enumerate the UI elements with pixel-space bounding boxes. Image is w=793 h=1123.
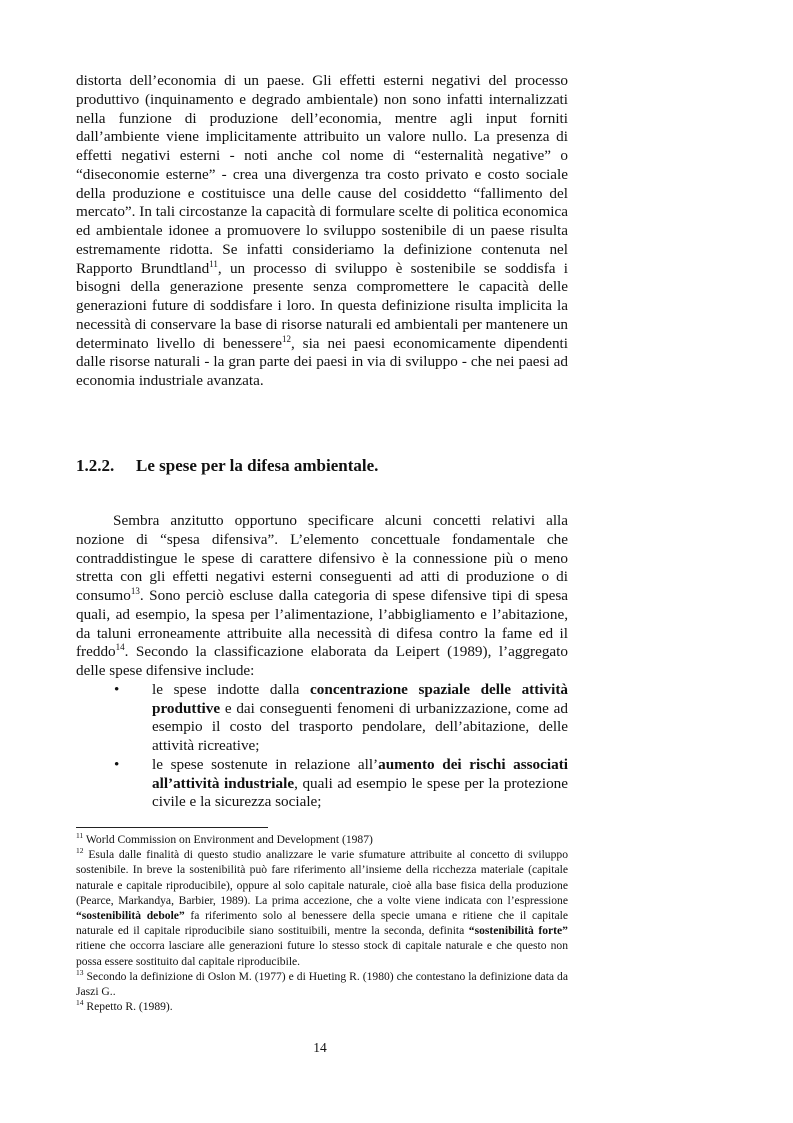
footnote-ref-14[interactable]: 14 — [115, 642, 125, 653]
text-run: . Secondo la classificazione elaborata da Leipert (1989), l’aggregato delle spese difensive include: — [76, 643, 568, 679]
section-body — [76, 512, 568, 812]
list-item — [76, 756, 568, 812]
bullet-list — [76, 681, 568, 812]
text-run: , sia nei paesi economicamente dipendenti dalle risorse naturali - la gran parte dei paesi in via di sviluppo - che nei paesi ad economia industriale avanzata. — [76, 334, 568, 389]
footnote-number: 11 — [76, 831, 84, 840]
paragraph-defensive-spending — [76, 512, 568, 681]
list-item — [76, 681, 568, 756]
text-run: , quali ad esempio le spese per la protezione civile e la sicurezza sociale; — [152, 774, 568, 811]
footnotes — [76, 832, 568, 1014]
footnote-text: ritiene che occorra lasciare alle generazioni future lo stesso stock di capitale naturale e che questo non possa essere sostituito dal capitale riproducibile. — [76, 939, 568, 968]
bullet-icon: • — [114, 755, 120, 773]
section-heading — [76, 456, 378, 476]
body-text-block — [76, 72, 568, 391]
footnote-text: Secondo la definizione di Oslon M. (1977) e di Hueting R. (1980) che contestano la definizione data da Jaszi G.. — [76, 969, 568, 999]
bold-run: concentrazione spaziale delle attività produttive — [152, 680, 568, 717]
paragraph-intro — [76, 72, 568, 391]
text-run: le spese indotte dalla — [152, 680, 311, 698]
footnote-ref-13[interactable]: 13 — [130, 586, 140, 596]
footnote-ref-12[interactable]: 12 — [281, 333, 291, 344]
text-run: , un processo di sviluppo è sostenibile se soddisfa i bisogni della generazione presente senza compromettere le capacità delle generazioni future di soddisfare i loro. In questa definizione risulta implicita la necessità di conservare la base di risorse naturali ed ambientali per mantenere un determinato livello di benessere — [76, 259, 569, 352]
text-run: le spese sostenute in relazione all’ — [152, 755, 379, 773]
footnote-separator — [76, 827, 268, 828]
bold-run: “sostenibilità forte” — [468, 924, 568, 938]
footnote-13 — [76, 969, 568, 999]
footnote-text: World Commission on Environment and Development (1987) — [83, 833, 373, 846]
text-run: Sembra anzitutto opportuno specificare alcuni concetti relativi alla nozione di “spesa difensiva”. L’elemento concettuale fondamentale che contraddistingue le spese di carattere difensivo è la connessione più o meno stretta con gli effetti negativi esterni conseguenti ad atti di produzione o di consumo — [76, 512, 568, 604]
footnote-ref-11[interactable]: 11 — [209, 258, 218, 269]
text-run: e dai conseguenti fenomeni di urbanizzazione, come ad esempio il costo del trasporto pendolare, dell’abitazione, delle attività ricreative; — [152, 699, 568, 754]
bullet-icon: • — [114, 680, 120, 698]
footnote-number: 12 — [76, 846, 84, 856]
footnote-text: Esula dalle finalità di questo studio analizzare le varie sfumature attribuite al concetto di sviluppo sostenibile. In breve la sostenibilità può fare riferimento all’insieme della ricchezza materiale (capitale naturale e capitale riproducibile), oppure al solo capitale naturale, cioè alla base fisica della produzione (Pearce, Markandya, Barbier, 1989). La prima accezione, che a volte viene indicata con l’espressione — [76, 848, 568, 907]
text-run: distorta dell’economia di un paese. Gli effetti esterni negativi del processo produttivo (inquinamento e degrado ambientale) non sono infatti internalizzati nella funzione di produzione dell’economia, mentre agli input forniti dall’ambiente viene implicitamente attribuito un valore nullo. La presenza di effetti negativi esterni - noti anche col nome di “esternalità negative” o “diseconomie esterne” - crea una divergenza tra costo privato e costo sociale della produzione e costituisce una delle cause del cosiddetto “fallimento del mercato”. In tali circostanze la capacità di formulare scelte di politica economica ed ambientale idonee a promuovere lo sviluppo sostenibile di un paese risulta estremamente ridotta. Se infatti consideriamo la definizione contenuta nel Rapporto Brundtland — [76, 72, 568, 277]
footnote-11 — [76, 832, 568, 847]
section-title: Le spese per la difesa ambientale. — [136, 456, 379, 475]
footnote-number: 13 — [76, 967, 84, 977]
footnote-12 — [76, 847, 568, 969]
footnote-number: 14 — [76, 998, 84, 1008]
section-number: 1.2.2. — [76, 456, 115, 475]
footnote-text: Repetto R. (1989). — [83, 1000, 173, 1014]
text-run: . Sono perciò escluse dalla categoria di spese difensive tipi di spesa quali, ad esempio, la spesa per l’alimentazione, l’abbigliamento e l’abitazione, da taluni erroneamente attribuite alla necessità di difesa contro la fame ed il freddo — [76, 587, 568, 661]
footnote-14 — [76, 999, 568, 1014]
page-number: 14 — [313, 1040, 327, 1055]
bold-run: aumento dei rischi associati all’attività industriale — [152, 755, 568, 792]
footnote-text: fa riferimento solo al benessere della specie umana e ritiene che il capitale naturale ed il capitale riproducibile siano sostituibili, mentre la seconda, definita — [76, 909, 568, 938]
bold-run: “sostenibilità debole” — [76, 909, 185, 923]
